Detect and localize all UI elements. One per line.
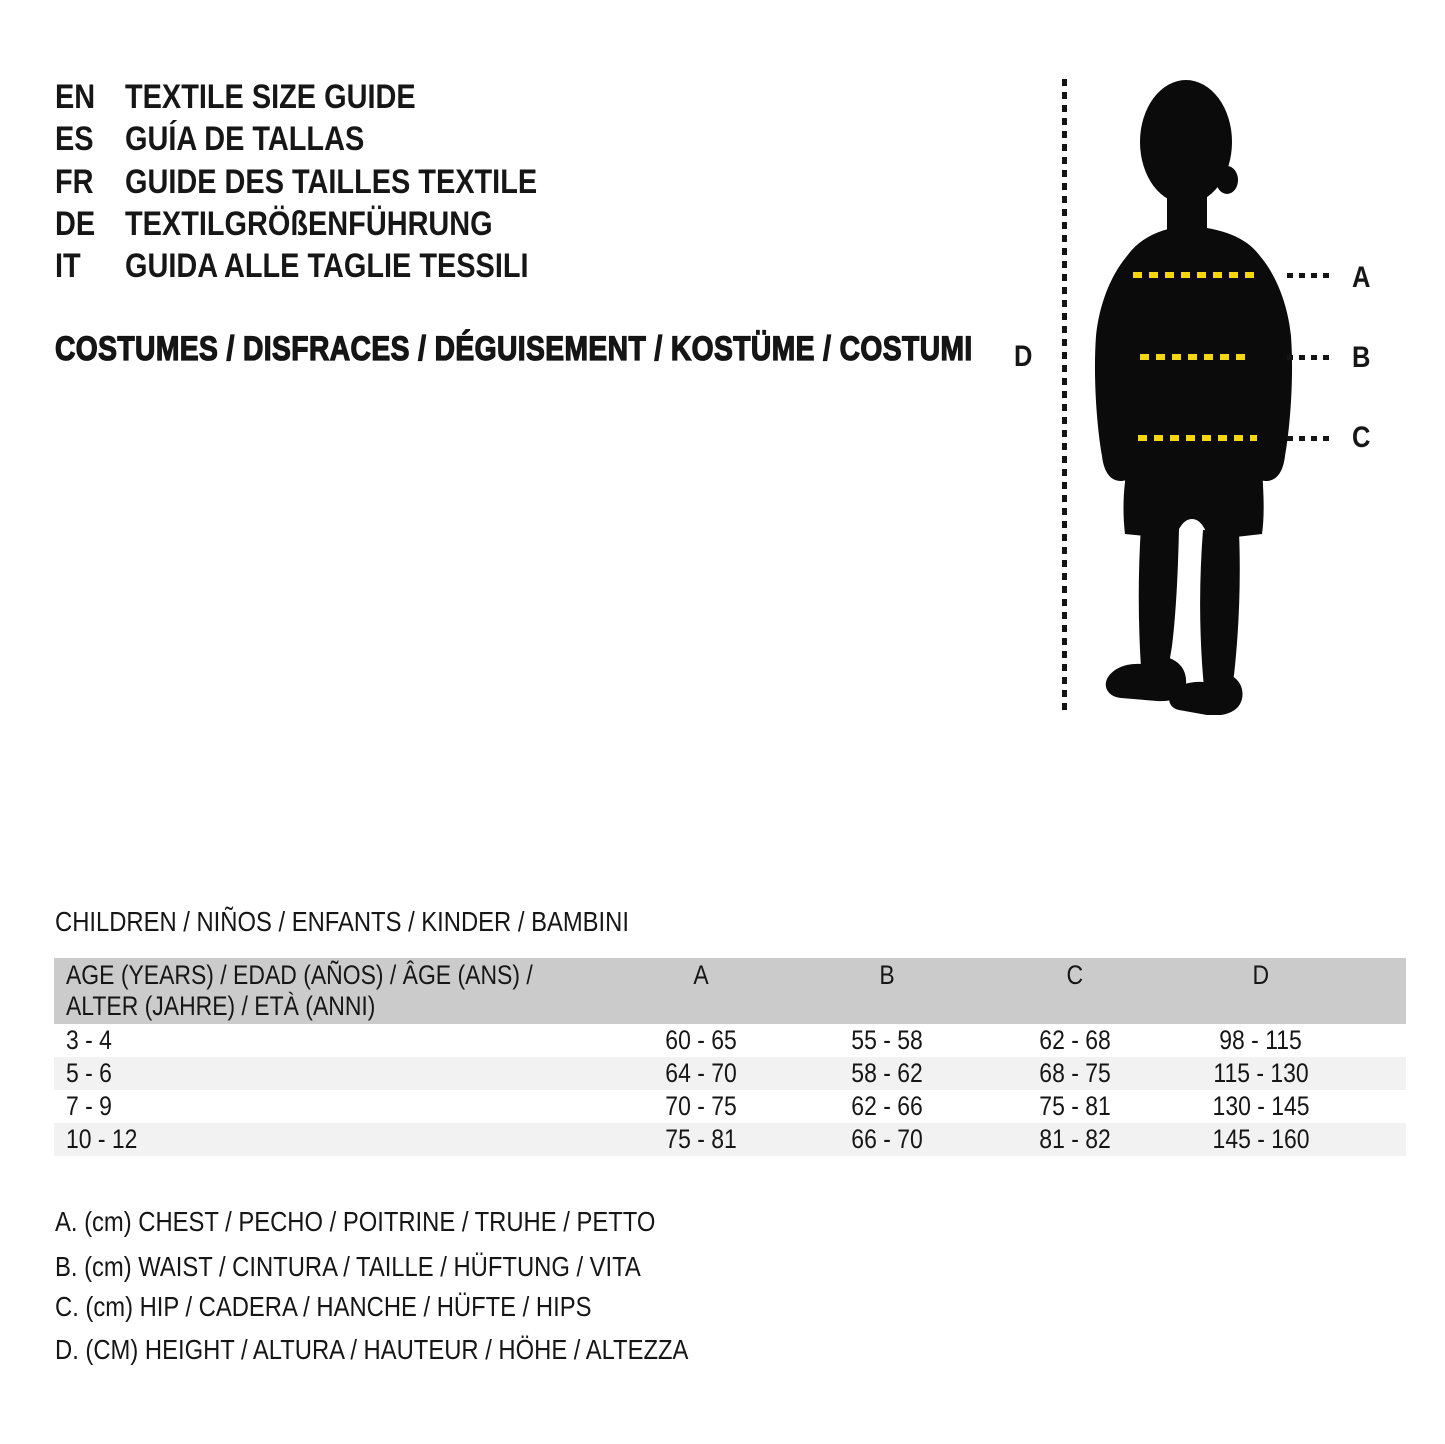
value-cell-d: 130 - 145 bbox=[1212, 1091, 1310, 1121]
table-section-title: CHILDREN / NIÑOS / ENFANTS / KINDER / BAMBINI bbox=[55, 906, 629, 937]
table-row bbox=[54, 1024, 1406, 1057]
value-cell-c: 62 - 68 bbox=[1039, 1025, 1111, 1055]
language-code: EN bbox=[55, 78, 96, 116]
legend-chest: A. (cm) CHEST / PECHO / POITRINE / TRUHE / PETTO bbox=[55, 1206, 656, 1237]
language-code: DE bbox=[55, 205, 96, 243]
label-c: C bbox=[1352, 421, 1371, 454]
hip-connector-dots bbox=[1287, 436, 1332, 441]
value-cell-b: 55 - 58 bbox=[851, 1025, 924, 1055]
legend-waist: B. (cm) WAIST / CINTURA / TAILLE / HÜFTUNG / VITA bbox=[55, 1251, 641, 1282]
waist-measure-dash-line bbox=[1140, 354, 1249, 360]
language-code: FR bbox=[55, 163, 94, 201]
age-cell: 5 - 6 bbox=[66, 1058, 112, 1088]
age-cell: 10 - 12 bbox=[66, 1124, 138, 1154]
value-cell-c: 68 - 75 bbox=[1039, 1058, 1111, 1088]
legend-height: D. (CM) HEIGHT / ALTURA / HAUTEUR / HÖHE / ALTEZZA bbox=[55, 1334, 689, 1365]
age-cell: 3 - 4 bbox=[66, 1025, 112, 1055]
height-dotted-line bbox=[1062, 79, 1067, 713]
hip-measure-dash-line bbox=[1138, 435, 1257, 441]
age-cell: 7 - 9 bbox=[66, 1091, 112, 1121]
waist-connector-dots bbox=[1287, 355, 1332, 360]
category-title: COSTUMES / DISFRACES / DÉGUISEMENT / KOSTÜME / COSTUMI bbox=[55, 330, 973, 368]
value-cell-d: 98 - 115 bbox=[1219, 1025, 1303, 1055]
language-title: TEXTILGRÖßENFÜHRUNG bbox=[125, 205, 493, 243]
column-header-c: C bbox=[1066, 960, 1084, 990]
value-cell-c: 75 - 81 bbox=[1039, 1091, 1111, 1121]
language-title: GUÍA DE TALLAS bbox=[125, 120, 365, 158]
table-row bbox=[54, 1123, 1406, 1156]
value-cell-d: 145 - 160 bbox=[1212, 1124, 1310, 1154]
column-header-b: B bbox=[879, 960, 896, 990]
value-cell-a: 64 - 70 bbox=[665, 1058, 737, 1088]
language-title: GUIDA ALLE TAGLIE TESSILI bbox=[125, 247, 529, 285]
value-cell-c: 81 - 82 bbox=[1039, 1124, 1111, 1154]
value-cell-a: 60 - 65 bbox=[665, 1025, 737, 1055]
column-header-a: A bbox=[693, 960, 709, 990]
column-header-d: D bbox=[1252, 960, 1270, 990]
table-header bbox=[54, 958, 1406, 1024]
label-b: B bbox=[1352, 341, 1371, 374]
table-row bbox=[54, 1090, 1406, 1123]
value-cell-a: 70 - 75 bbox=[665, 1091, 737, 1121]
age-header-cell: AGE (YEARS) / EDAD (AÑOS) / ÂGE (ANS) / ALTER (JAHRE) / ETÀ (ANNI) bbox=[66, 960, 533, 1021]
language-title: GUIDE DES TAILLES TEXTILE bbox=[125, 163, 538, 201]
language-code: ES bbox=[55, 120, 94, 158]
label-d: D bbox=[1014, 340, 1033, 373]
size-table bbox=[54, 958, 1406, 1156]
value-cell-d: 115 - 130 bbox=[1213, 1058, 1309, 1088]
chest-measure-dash-line bbox=[1133, 272, 1254, 278]
value-cell-b: 58 - 62 bbox=[851, 1058, 924, 1088]
value-cell-a: 75 - 81 bbox=[665, 1124, 737, 1154]
language-title: TEXTILE SIZE GUIDE bbox=[125, 78, 416, 116]
value-cell-b: 66 - 70 bbox=[851, 1124, 924, 1154]
label-a: A bbox=[1352, 261, 1371, 294]
chest-connector-dots bbox=[1287, 273, 1332, 278]
legend-hip: C. (cm) HIP / CADERA / HANCHE / HÜFTE / HIPS bbox=[55, 1291, 592, 1322]
table-row bbox=[54, 1057, 1406, 1090]
value-cell-b: 62 - 66 bbox=[851, 1091, 924, 1121]
language-code: IT bbox=[55, 247, 81, 285]
child-silhouette-icon bbox=[1085, 78, 1300, 715]
